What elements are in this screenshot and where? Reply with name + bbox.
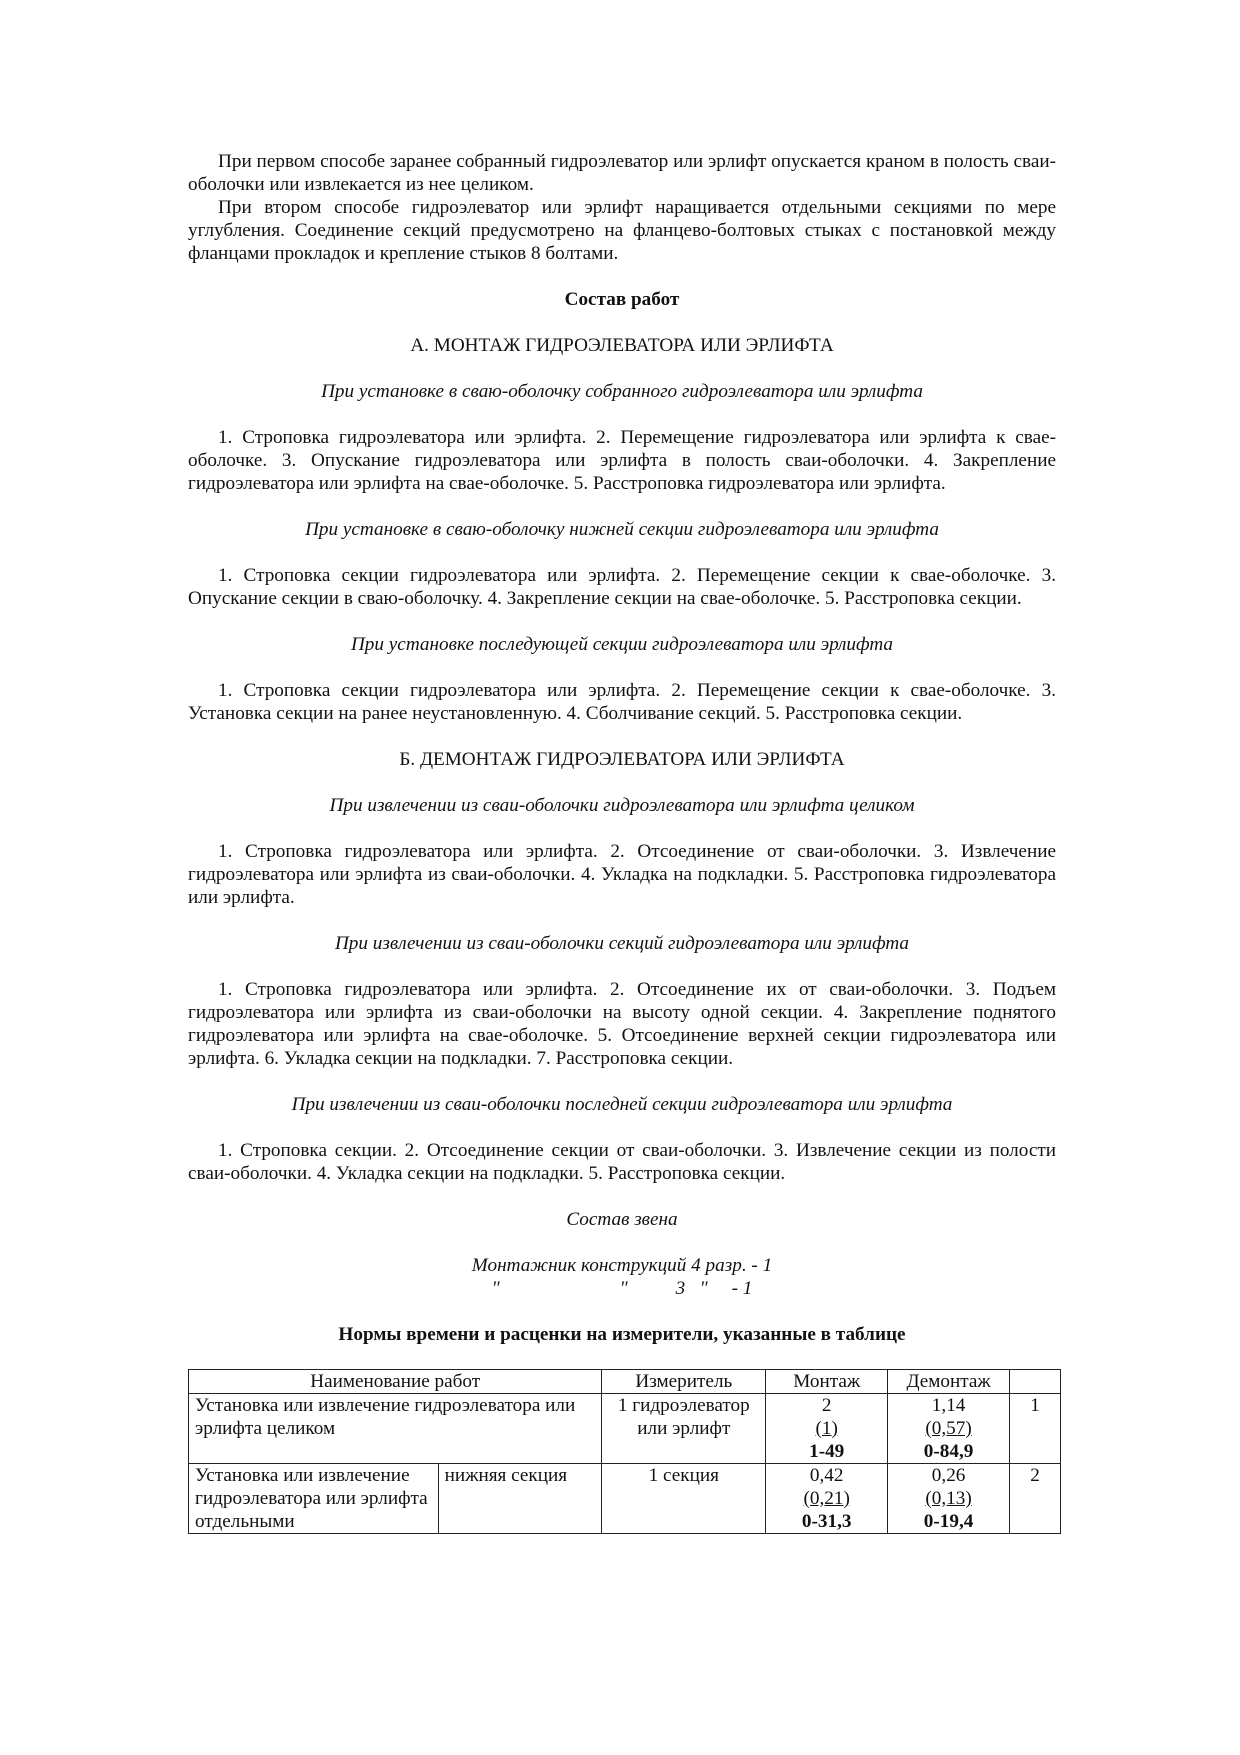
row2-unit: 1 секция (602, 1464, 766, 1534)
row2-num: 2 (1010, 1464, 1061, 1534)
section-a-paragraph-1: 1. Строповка гидроэлеватора или эрлифта. 2. Перемещение гидроэлеватора или эрлифта к свае-оболочке. 3. Опускание гидроэлеватора или эрлифта в полость сваи-оболочки. 4. Закрепление гидроэлеватора или эрлифта на свае-оболочке. 5. Расстроповка гидроэлеватора или эрлифта. (188, 427, 1056, 494)
brigade-line-1: Монтажник конструкций 4 разр. - 1 (471, 1255, 773, 1276)
row2-dismount-paren: (0,13) (925, 1488, 972, 1509)
section-b-title: Б. ДЕМОНТАЖ ГИДРОЭЛЕВАТОРА ИЛИ ЭРЛИФТА (399, 749, 845, 770)
row2-variant: нижняя секция (438, 1464, 602, 1534)
header-name: Наименование работ (189, 1370, 602, 1394)
row2-mount-time: 0,42 (809, 1465, 844, 1486)
section-a-subheading-2: При установке в сваю-оболочку нижней секции гидроэлеватора или эрлифта (305, 519, 939, 540)
section-a-paragraph-2: 1. Строповка секции гидроэлеватора или эрлифта. 2. Перемещение секции к свае-оболочке. 3. Опускание секции в сваю-оболочку. 4. Закрепление секции на свае-оболочке. 5. Расстроповка секции. (188, 565, 1056, 609)
row2-mount-paren: (0,21) (803, 1488, 850, 1509)
header-unit: Измеритель (602, 1370, 766, 1394)
table-row (189, 1394, 1061, 1464)
section-b-paragraph-1: 1. Строповка гидроэлеватора или эрлифта. 2. Отсоединение от сваи-оболочки. 3. Извлечение гидроэлеватора или эрлифта из сваи-оболочки. 4. Укладка на подкладки. 5. Расстроповка гидроэлеватора или эрлифта. (188, 841, 1056, 908)
row1-unit: 1 гидроэлеватор или эрлифт (602, 1394, 766, 1464)
section-b-paragraph-3: 1. Строповка секции. 2. Отсоединение секции от сваи-оболочки. 3. Извлечение секции из полости сваи-оболочки. 4. Укладка секции на подкладки. 5. Расстроповка секции. (188, 1140, 1056, 1184)
row1-dismount (888, 1394, 1010, 1464)
row1-mount-time: 2 (821, 1395, 832, 1416)
intro-paragraph-2: При втором способе гидроэлеватор или эрлифт наращивается отдельными секциями по мере углубления. Соединение секций предусмотрено на фланцево-болтовых стыках с постановкой между фланцами прокладок и крепление стыков 8 болтами. (188, 197, 1056, 264)
row1-mount-paren: (1) (815, 1418, 838, 1439)
brigade-composition (188, 1254, 1056, 1300)
section-b-subheading-3: При извлечении из сваи-оболочки последней секции гидроэлеватора или эрлифта (291, 1094, 953, 1115)
section-a-subheading-1: При установке в сваю-оболочку собранного гидроэлеватора или эрлифта (321, 381, 923, 402)
document-page (188, 150, 1056, 1534)
section-a-subheading-3: При установке последующей секции гидроэлеватора или эрлифта (350, 634, 894, 655)
work-composition-heading: Состав работ (564, 289, 680, 310)
table-header-row (189, 1370, 1061, 1394)
row2-dismount (888, 1464, 1010, 1534)
row2-mount (766, 1464, 888, 1534)
section-b-subheading-1: При извлечении из сваи-оболочки гидроэлеватора или эрлифта целиком (329, 795, 915, 816)
header-num (1010, 1370, 1061, 1394)
row1-num: 1 (1010, 1394, 1061, 1464)
row1-name: Установка или извлечение гидроэлеватора или эрлифта целиком (189, 1394, 602, 1464)
table-row (189, 1464, 1061, 1534)
row2-mount-price: 0-31,3 (801, 1511, 852, 1532)
norms-heading: Нормы времени и расценки на измерители, указанные в таблице (338, 1324, 906, 1345)
section-a-title: А. МОНТАЖ ГИДРОЭЛЕВАТОРА ИЛИ ЭРЛИФТА (410, 335, 834, 356)
section-b-paragraph-2: 1. Строповка гидроэлеватора или эрлифта. 2. Отсоединение их от сваи-оболочки. 3. Подъем гидроэлеватора или эрлифта из сваи-оболочки на высоту одной секции. 4. Закрепление поднятого гидроэлеватора или эрлифта на свае-оболочке. 5. Отсоединение верхней секции гидроэлеватора или эрлифта. 6. Укладка секции на подкладки. 7. Расстроповка секции. (188, 979, 1056, 1069)
norms-table (188, 1369, 1061, 1534)
row2-dismount-price: 0-19,4 (923, 1511, 974, 1532)
row1-dismount-price: 0-84,9 (923, 1441, 974, 1462)
section-b-subheading-2: При извлечении из сваи-оболочки секций гидроэлеватора или эрлифта (334, 933, 910, 954)
row1-mount-price: 1-49 (809, 1441, 845, 1462)
header-dismount: Демонтаж (888, 1370, 1010, 1394)
row1-dismount-time: 1,14 (931, 1395, 966, 1416)
brigade-line-2: " " 3 " - 1 (491, 1278, 753, 1299)
row2-dismount-time: 0,26 (931, 1465, 966, 1486)
section-a-paragraph-3: 1. Строповка секции гидроэлеватора или эрлифта. 2. Перемещение секции к свае-оболочке. 3. Установка секции на ранее неустановленную. 4. Сболчивание секций. 5. Расстроповка секции. (188, 680, 1056, 724)
row2-name: Установка или извлечение гидроэлеватора или эрлифта отдельными (189, 1464, 439, 1534)
header-mount: Монтаж (766, 1370, 888, 1394)
row1-dismount-paren: (0,57) (925, 1418, 972, 1439)
row1-mount (766, 1394, 888, 1464)
intro-paragraph-1: При первом способе заранее собранный гидроэлеватор или эрлифт опускается краном в полость сваи-оболочки или извлекается из нее целиком. (188, 151, 1056, 195)
brigade-heading: Состав звена (566, 1209, 678, 1230)
